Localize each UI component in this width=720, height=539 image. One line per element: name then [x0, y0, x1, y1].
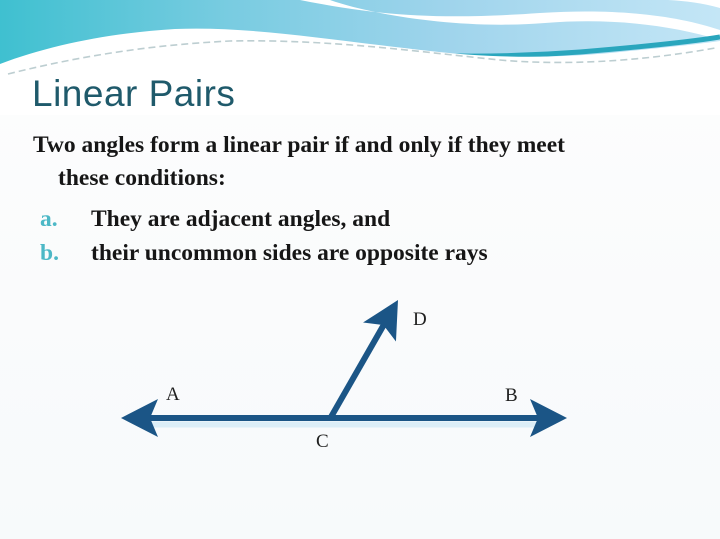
label-point-b: B	[505, 385, 518, 406]
label-point-d: D	[413, 309, 427, 330]
label-point-a: A	[166, 384, 180, 405]
list-marker-a: a.	[40, 206, 58, 232]
ray-cd	[331, 314, 390, 417]
label-point-c: C	[316, 431, 329, 452]
list-item-a-text: They are adjacent angles, and	[91, 206, 391, 232]
intro-line-2: these conditions:	[58, 165, 226, 191]
intro-line-1: Two angles form a linear pair if and only if they meet	[33, 132, 565, 158]
list-item-b-text: their uncommon sides are opposite rays	[91, 240, 488, 266]
page-title: Linear Pairs	[32, 73, 236, 114]
ray-arrowhead-icon	[363, 291, 414, 342]
list-marker-b: b.	[40, 240, 59, 266]
